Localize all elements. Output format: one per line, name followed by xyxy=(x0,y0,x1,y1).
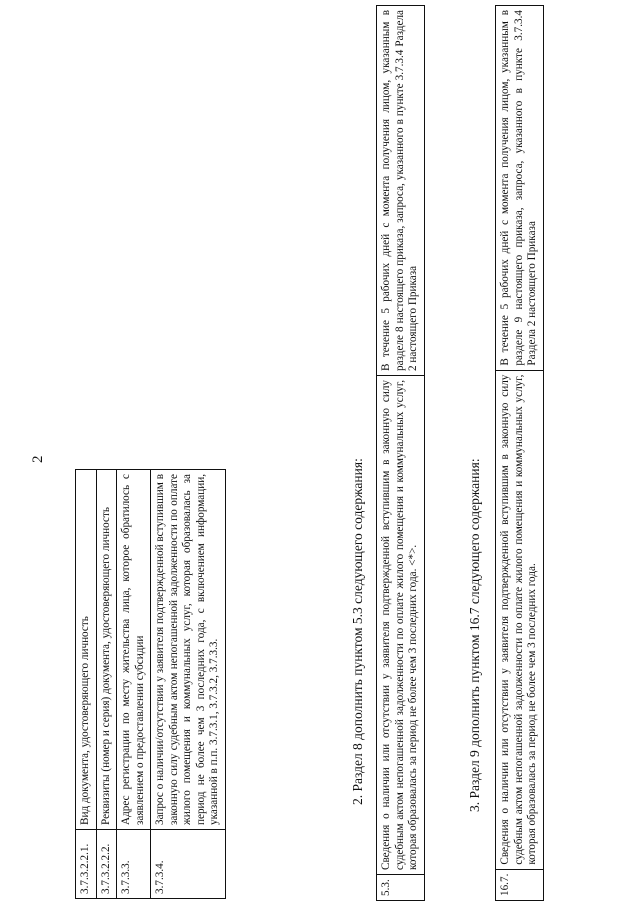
row-number: 16.7. xyxy=(496,869,544,900)
table-row xyxy=(117,470,151,899)
fields-table xyxy=(75,469,226,899)
row-number: 3.7.3.3. xyxy=(117,830,151,899)
row-text: Сведения о наличии или отсутствии у заявителя подтвержденной вступившим в законную силу судебным актом непогашенной задолженности по оплате жилого помещения и коммунальных услуг, которая образовалась за период не более чем 3 последних года. xyxy=(496,370,544,869)
table-row xyxy=(76,470,97,899)
page-number: 2 xyxy=(30,455,46,463)
table-row xyxy=(377,6,425,901)
row-text: Вид документа, удостоверяющего личность xyxy=(76,470,97,830)
row-term: В течение 5 рабочих дней с момента получения лицом, указанным в разделе 8 настоящего приказа, запроса, указанного в пункте 3.7.3.4 Раздела 2 настоящего Приказа xyxy=(377,6,425,376)
table-row xyxy=(496,6,544,901)
row-number: 3.7.3.4. xyxy=(151,830,226,899)
section-heading: 2. Раздел 8 дополнить пунктом 5.3 следующего содержания: xyxy=(350,458,365,805)
section-table xyxy=(495,5,544,901)
table-row xyxy=(96,470,117,899)
table-row xyxy=(151,470,226,899)
row-number: 5.3. xyxy=(377,875,425,901)
row-text: Адрес регистрации по месту жительства лица, которое обратилось с заявлением о предоставлении субсидии xyxy=(117,470,151,830)
row-text: Сведения о наличии или отсутствии у заявителя подтвержденной вступившим в законную силу судебным актом непогашенной задолженности по оплате жилого помещения и коммунальных услуг, которая образовалась за период не более чем 3 последних года. <*>. xyxy=(377,376,425,875)
row-number: 3.7.3.2.2.1. xyxy=(76,830,97,899)
row-number: 3.7.3.2.2.2. xyxy=(96,830,117,899)
section-table xyxy=(376,5,425,901)
section-heading: 3. Раздел 9 дополнить пунктом 16.7 следующего содержания: xyxy=(467,458,482,812)
row-text: Запрос о наличии/отсутствии у заявителя подтвержденной вступившим в законную силу судебным актом непогашенной задолженности по оплате жилого помещения и коммунальных услуг, которая образовалась за период не более чем 3 последних года, с включением информации, указанной в п.п. 3.7.3.1, 3.7.3.2, 3.7.3.3. xyxy=(151,470,226,830)
row-text: Реквизиты (номер и серия) документа, удостоверяющего личность xyxy=(96,470,117,830)
row-term: В течение 5 рабочих дней с момента получения лицом, указанным в разделе 9 настоящего приказа, запроса, указанного в пункте 3.7.3.4 Раздела 2 настоящего Приказа xyxy=(496,6,544,371)
